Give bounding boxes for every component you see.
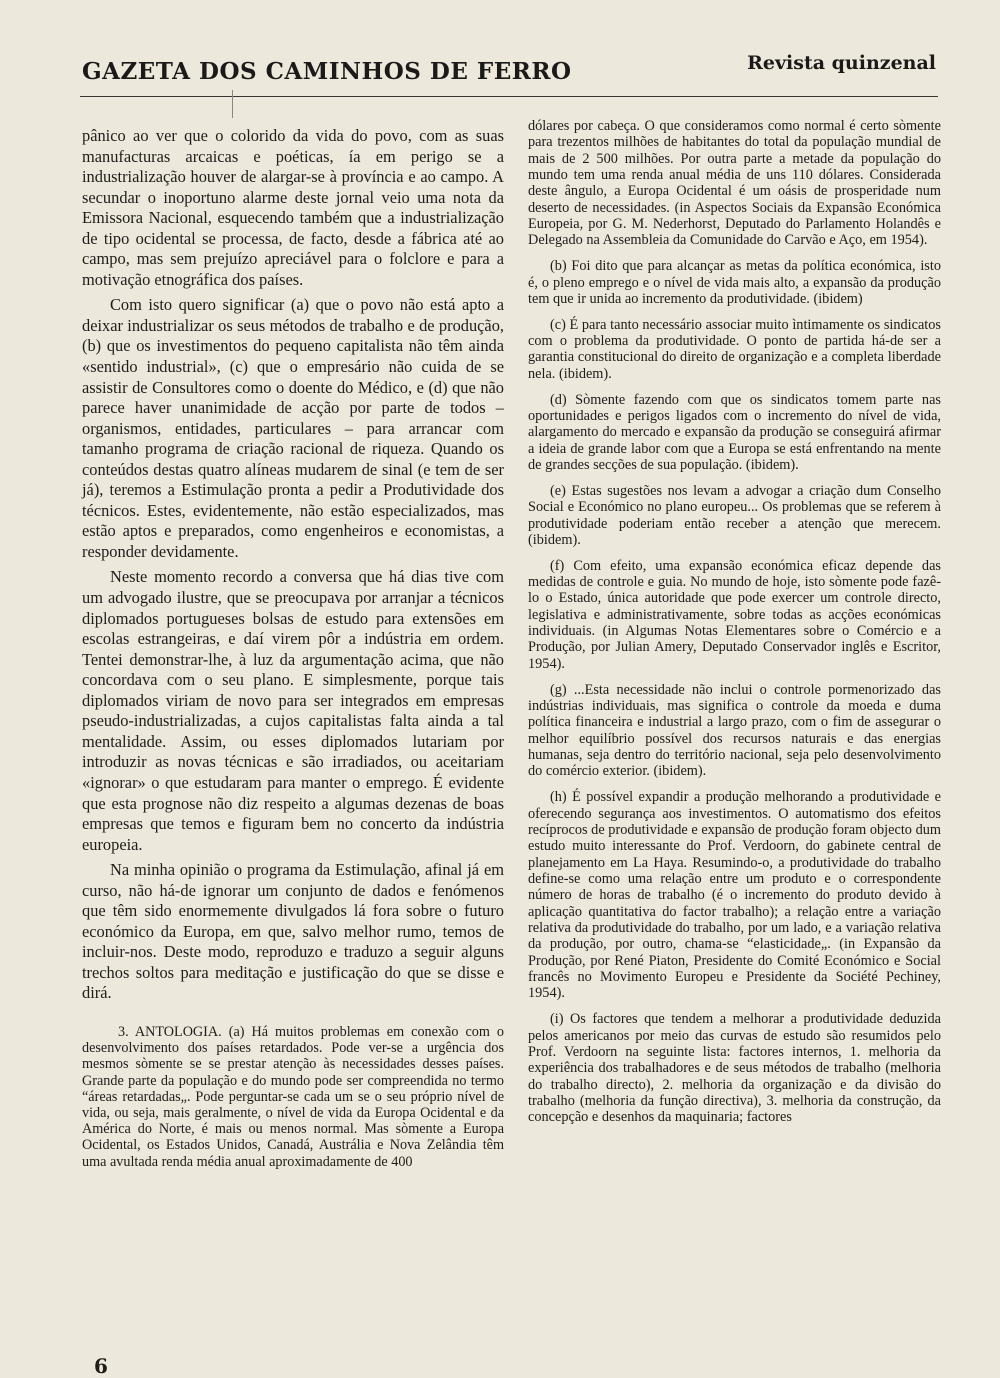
paragraph: Com isto quero significar (a) que o povo não está apto a deixar industrializar os seus métodos de trabalho e de produção, (b) que os investimentos do pequeno capitalista não têm ainda «sentido industrial», (c) que o empresário não cuida de se assistir de Consultores como o doente do Médico, e (d) que não parece haver unanimidade de acção por parte de todos – organismos, entidades, particulares – para arrancar com tamanho programa de criação racional de riqueza. Quando os conteúdos destas quatro alíneas mudarem de sinal (e tem de ser já), teremos a Estimulação pronta a pedir a Produtividade dos técnicos. Estes, evidentemente, não estão especializados, mas estão aptos e preparados, como engenheiros e economistas, a responder devidamente.	[82, 295, 504, 561]
paragraph: dólares por cabeça. O que consideramos como normal é certo sòmente para trezentos milhões de habitantes do total da população mundial de mais de 2 500 milhões. Por outra parte a metade da população do mundo tem uma renda anual média de uns 110 dólares. Considerada deste ângulo, a Europa Ocidental é um oásis de prosperidade num deserto de necessidades. (in Aspectos Sociais da Expansão Económica Europeia, por G. M. Nederhorst, Deputado do Parlamento Holandês e Delegado na Assembleia da Comunidade do Carvão e Aço, em 1954).	[528, 118, 941, 249]
paragraph: (i) Os factores que tendem a melhorar a produtividade deduzida pelos americanos por meio das curvas de estudo são resumidos pelo Prof. Verdoorn na seguinte lista: factores internos, 1. melhoria da experiência dos trabalhadores e de seus métodos de trabalho (melhoria do trabalho directo), 2. melhoria da organização e da divisão do trabalho (melhoria da função directiva), 3. melhoria da construção, da concepção e desenhos da maquinaria; factores	[528, 1011, 941, 1126]
paragraph: (e) Estas sugestões nos levam a advogar a criação dum Conselho Social e Económico no plano europeu... Os problemas que se referem à produtividade poderiam então receber a atenção que merecem. (ibidem).	[528, 482, 941, 548]
paragraph: (h) É possível expandir a produção melhorando a produtividade e oferecendo segurança aos investimentos. O automatismo dos efeitos recíprocos de produtividade e expansão de produção foram objecto dum estudo muito interessante do Prof. Verdoorn, do gabinete central de planejamento em La Haya. Resumindo-o, a produtividade do trabalho define-se como uma relação entre um produto e o correspondente número de horas de trabalho (é o incremento do produto devido à aplicação quantitativa do factor trabalho); a relação entre a variação relativa da produtividade do trabalho, por um lado, e a variação relativa da produção, por outro, chama-se “elasticidade„. (in Expansão da Produção, por René Piaton, Presidente do Comité Económico e Social francês no Movimento Europeu e Presidente da Société Pechiney, 1954).	[528, 789, 941, 1002]
column-guide-mark	[232, 90, 233, 118]
section-label: Revista quinzenal	[747, 52, 936, 74]
publication-title: GAZETA DOS CAMINHOS DE FERRO	[82, 58, 572, 85]
page-number: 6	[94, 1354, 108, 1378]
header-divider	[80, 96, 938, 97]
left-column	[82, 126, 504, 1170]
paragraph: (c) É para tanto necessário associar muito ìntimamente os sindicatos com o problema da produtividade. O ponto de partida há-de ser a garantia constitucional do direito de organização e a completa liberdade nela. (ibidem).	[528, 316, 941, 382]
paragraph: (b) Foi dito que para alcançar as metas da política económica, isto é, o pleno emprego e o nível de vida mais alto, a expansão da produção tem que ir unida ao incremento da produtividade. (ibidem)	[528, 258, 941, 307]
paragraph: Na minha opinião o programa da Estimulação, afinal já em curso, não há-de ignorar um conjunto de dados e fenómenos que têm sido enormemente divulgados lá fora sobre o futuro económico da Europa, em que, salvo melhor rumo, temos de incluir-nos. Deste modo, reproduzo e traduzo a seguir alguns trechos soltos para meditação e justificação do que se disse e dirá.	[82, 860, 504, 1003]
right-column	[528, 118, 941, 1135]
paragraph: (d) Sòmente fazendo com que os sindicatos tomem parte nas oportunidades e perigos ligados com o incremento do nível de vida, alargamento do mercado e expansão da produção se conseguirá afirmar a ideia de grande labor com que a Europa se está enfrentando na mente de grandes secções de sua população. (ibidem).	[528, 391, 941, 474]
paragraph: Neste momento recordo a conversa que há dias tive com um advogado ilustre, que se preocupava por arranjar a técnicos diplomados portugueses bolsas de estudo para extensões em escolas estrangeiras, e daí virem pôr a indústria em ordem. Tentei demonstrar-lhe, à luz da argumentação acima, que não concordava com o seu plano. E simplesmente, porque tais diplomados viriam de novo para ser integrados em empresas pseudo-industrializadas, a cujos capitalistas falta ainda a tal mentalidade. Assim, ou esses diplomados lutariam por introduzir as novas técnicas e são irradiados, ou aceitariam «ignorar» o que estudaram para manter o emprego. É evidente que esta prognose não diz respeito a algumas dezenas de boas empresas que temos e figuram bem no concerto da indústria europeia.	[82, 567, 504, 854]
paragraph: (g) ...Esta necessidade não inclui o controle pormenorizado das indústrias individuais, mas significa o controle da moeda e duma política financeira e industrial a largo prazo, com o fim de assegurar o melhor equilíbrio possível dos recursos naturais e das energias humanas, seja dentro do território nacional, seja pelo desenvolvimento do comércio exterior. (ibidem).	[528, 681, 941, 780]
paragraph: pânico ao ver que o colorido da vida do povo, com as suas manufacturas arcaicas e poéticas, ía em perigo se a industrialização houver de alargar-se à província e ao campo. A secundar o inoportuno alarme deste jornal veio uma nota da Emissora Nacional, esquecendo também que a industrialização de tipo ocidental se processa, de facto, desde a fábrica até ao campo, mas sem prejuízo apreciável para o folclore e para a motivação etnográfica dos países.	[82, 126, 504, 289]
anthology-paragraph: 3. ANTOLOGIA. (a) Há muitos problemas em conexão com o desenvolvimento dos países retardados. Pode ver-se a urgência dos mesmos sòmente se se prestar atenção às necessidades desses países. Grande parte da população e do mundo pode ser compreendida no termo “áreas retardadas„. Pode perguntar-se cada um se o seu próprio nível de vida, ou seja, mais geralmente, o nível de vida da Europa Ocidental e da América do Norte, é mais ou menos normal. Mas sòmente a Europa Ocidental, os Estados Unidos, Canadá, Austrália e Nova Zelândia têm uma avultada renda média anual aproximadamente de 400	[82, 1023, 504, 1170]
paragraph: (f) Com efeito, uma expansão económica eficaz depende das medidas de controle e guia. No mundo de hoje, isto sòmente pode fazê-lo o Estado, única autoridade que pode exercer um controle directo, legislativa e administrativamente, sobre todas as acções económicas individuais. (in Algumas Notas Elementares sobre o Comércio e a Produção, por Julian Amery, Deputado Conservador inglês e Escritor, 1954).	[528, 557, 941, 672]
